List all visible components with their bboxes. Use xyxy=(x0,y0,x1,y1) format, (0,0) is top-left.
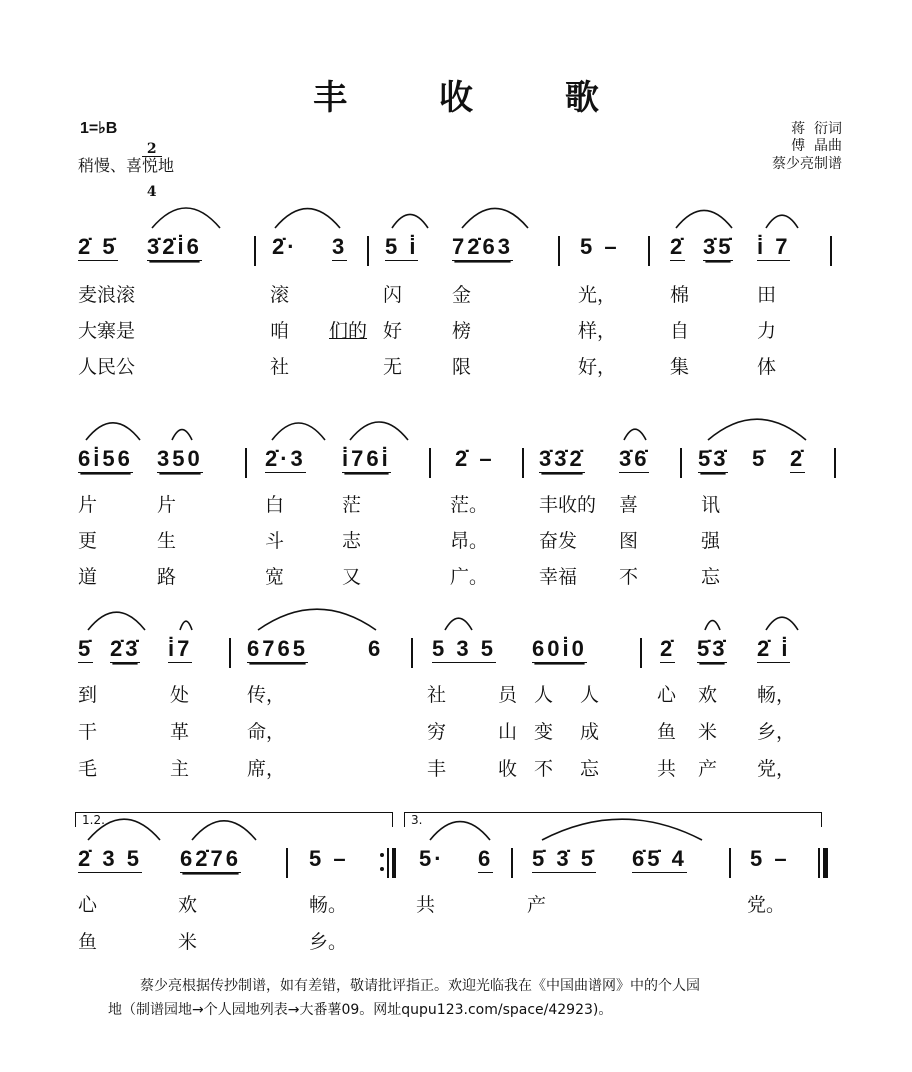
lyric-word: 主 xyxy=(170,758,190,780)
lyric-word: 茫 xyxy=(342,494,362,516)
lyric-word: 米 xyxy=(698,721,718,743)
lyric-word: 忘 xyxy=(580,758,600,780)
lyric-word: 成 xyxy=(580,721,600,743)
lyric-word: 收 xyxy=(498,758,518,780)
lyric-word: 样， xyxy=(578,320,617,342)
lyric-word: 产 xyxy=(527,894,547,916)
note-group: 3̇3̇2̇ xyxy=(539,446,585,471)
lyric-word: 共 xyxy=(657,758,677,780)
lyric-word: 心 xyxy=(78,894,98,916)
note-group: 5 i̇ xyxy=(385,234,419,259)
meter-bottom: 4 xyxy=(146,184,157,200)
note-group: 6i̇56 xyxy=(78,446,133,471)
note-group: 6765 xyxy=(247,636,308,661)
lyric-word: 咱 xyxy=(270,320,290,342)
note-group: 5̇3̇ xyxy=(698,446,729,471)
lyric-word: 力 xyxy=(757,320,777,342)
lyric-word: 讯 xyxy=(701,494,721,516)
note-group: 60i̇0 xyxy=(532,636,587,661)
lyric-word: 穷 xyxy=(427,721,447,743)
lyric-word: 畅。 xyxy=(309,894,348,916)
note-group: 6 xyxy=(478,846,494,871)
note-group: 3̇6̇ xyxy=(619,446,650,471)
lyric-word: 欢 xyxy=(698,684,718,706)
lyric-word: 席， xyxy=(247,758,286,780)
note-group: 5 – xyxy=(309,846,349,871)
note-group: 72̇63 xyxy=(452,234,513,259)
note-group: 5̇ xyxy=(752,446,768,471)
lyric-word: 昂。 xyxy=(450,530,489,552)
note-group: 3 xyxy=(332,234,348,259)
slur xyxy=(275,209,340,228)
lyric-word: 闪 xyxy=(383,284,403,306)
note-group: 2̇ xyxy=(790,446,806,471)
note-group: 5 3 5 xyxy=(432,636,496,661)
lyric-word: 毛 xyxy=(78,758,98,780)
note-group: 2̇ xyxy=(670,234,686,259)
note-group: 2̇3̇ xyxy=(110,636,141,661)
footer-note-line-1: 蔡少亮根据传抄制谱，如有差错，敬请批评指正。欢迎光临我在《中国曲谱网》中的个人园 xyxy=(140,978,700,994)
slur xyxy=(430,822,490,840)
slur xyxy=(88,819,160,840)
slur xyxy=(86,423,140,440)
volta-bracket-2: 3. xyxy=(404,812,822,827)
lyric-word: 山 xyxy=(498,721,518,743)
lyric-word: 田 xyxy=(757,284,777,306)
note-group: i̇ 7 xyxy=(757,234,791,259)
lyric-word: 白 xyxy=(265,494,285,516)
lyric-word: 欢 xyxy=(178,894,198,916)
lyric-word: 道 xyxy=(78,566,98,588)
key-signature: 1=♭B xyxy=(80,120,118,137)
repeat-dots xyxy=(380,853,384,871)
lyric-word: 人 xyxy=(580,684,600,706)
note-group: 2̇ 3 5 xyxy=(78,846,142,871)
slur xyxy=(708,419,806,440)
lyric-word: 丰 xyxy=(427,758,447,780)
lyric-word: 体 xyxy=(757,356,777,378)
lyric-word: 志 xyxy=(342,530,362,552)
note-group: 5̇ xyxy=(78,636,94,661)
lyric-word: 不 xyxy=(534,758,554,780)
lyric-word: 共 xyxy=(416,894,436,916)
slur xyxy=(152,208,220,228)
composer-credit: 傅 晶曲 xyxy=(791,138,842,154)
lyricist-credit: 蒋 衍词 xyxy=(791,121,842,137)
lyric-word: 社 xyxy=(270,356,290,378)
lyric-word: 畅， xyxy=(757,684,796,706)
note-group: 350 xyxy=(157,446,203,471)
note-group: 3̇5̇ xyxy=(703,234,734,259)
lyric-word: 茫。 xyxy=(450,494,489,516)
lyric-word: 人民公 xyxy=(78,356,136,378)
lyric-word: 无 xyxy=(383,356,403,378)
slur xyxy=(676,210,732,228)
lyric-word: 革 xyxy=(170,721,190,743)
note-group: i̇7 xyxy=(168,636,193,661)
note-group: 6̇5̇ 4 xyxy=(632,846,687,871)
lyric-word: 们的 xyxy=(329,320,368,342)
lyric-word: 更 xyxy=(78,530,98,552)
lyric-word: 金 xyxy=(452,284,472,306)
lyric-word: 好， xyxy=(578,356,617,378)
lyric-word: 到 xyxy=(78,684,98,706)
lyric-word: 榜 xyxy=(452,320,472,342)
slur xyxy=(258,609,376,630)
lyric-word: 党， xyxy=(757,758,796,780)
lyric-word: 乡， xyxy=(757,721,796,743)
note-group: 2̇ – xyxy=(455,446,495,471)
lyric-word: 人 xyxy=(534,684,554,706)
lyric-word: 图 xyxy=(619,530,639,552)
lyric-word: 片 xyxy=(78,494,98,516)
volta-bracket-1: 1.2. xyxy=(75,812,393,827)
lyric-word: 干 xyxy=(78,721,98,743)
note-group: 2̇ i̇ xyxy=(757,636,791,661)
lyric-word: 社 xyxy=(427,684,447,706)
lyric-word: 喜 xyxy=(619,494,639,516)
lyric-word: 不 xyxy=(619,566,639,588)
slur xyxy=(88,612,145,630)
note-group: i̇76i̇ xyxy=(342,446,391,471)
lyric-word: 处 xyxy=(170,684,190,706)
meter-top: 2 xyxy=(142,142,162,157)
lyric-word: 传， xyxy=(247,684,286,706)
slur xyxy=(192,821,256,840)
lyric-word: 鱼 xyxy=(657,721,677,743)
lyric-word: 路 xyxy=(157,566,177,588)
lyric-word: 产 xyxy=(698,758,718,780)
tempo-marking: 稍慢、喜悦地 xyxy=(78,156,175,175)
note-group: 6 xyxy=(368,636,384,661)
lyric-word: 集 xyxy=(670,356,690,378)
lyric-word: 好 xyxy=(383,320,403,342)
lyric-word: 命， xyxy=(247,721,286,743)
slur xyxy=(172,430,192,440)
lyric-word: 生 xyxy=(157,530,177,552)
note-group: 2̇ 5̇ xyxy=(78,234,118,259)
lyric-word: 限 xyxy=(452,356,472,378)
note-group: 5 – xyxy=(750,846,790,871)
song-title: 丰 收 歌 xyxy=(313,78,639,118)
lyric-word: 变 xyxy=(534,721,554,743)
note-group: 3̇2̇i̇6 xyxy=(147,234,202,259)
lyric-word: 强 xyxy=(701,530,721,552)
note-group: 5̇3̇ xyxy=(697,636,728,661)
lyric-word: 幸福 xyxy=(539,566,578,588)
lyric-word: 米 xyxy=(178,931,198,953)
lyric-word: 丰收的 xyxy=(539,494,597,516)
slur xyxy=(350,422,408,440)
note-group: 5 – xyxy=(580,234,620,259)
lyric-word: 乡。 xyxy=(309,931,348,953)
lyric-word: 鱼 xyxy=(78,931,98,953)
lyric-word: 自 xyxy=(670,320,690,342)
lyric-word: 大寨是 xyxy=(78,320,136,342)
note-group: 2̇ xyxy=(660,636,676,661)
note-group: 5· xyxy=(419,846,445,871)
note-group: 62̇76 xyxy=(180,846,241,871)
slur xyxy=(180,621,192,630)
slur xyxy=(462,208,528,228)
note-group: 2̇· xyxy=(272,234,298,259)
lyric-word: 党。 xyxy=(747,894,786,916)
lyric-word: 片 xyxy=(157,494,177,516)
note-group: 5̇ 3̇ 5̇ xyxy=(532,846,596,871)
lyric-word: 斗 xyxy=(265,530,285,552)
lyric-word: 光， xyxy=(578,284,617,306)
slur xyxy=(272,423,325,440)
lyric-word: 又 xyxy=(342,566,362,588)
lyric-word: 心 xyxy=(657,684,677,706)
slur xyxy=(766,215,798,228)
footer-note-line-2: 地（制谱园地→个人园地列表→大番薯09。网址qupu123.com/space/42923)。 xyxy=(108,1002,613,1018)
lyric-word: 忘 xyxy=(701,566,721,588)
lyric-word: 奋发 xyxy=(539,530,578,552)
lyric-word: 宽 xyxy=(265,566,285,588)
lyric-word: 员 xyxy=(498,684,518,706)
slur xyxy=(542,819,702,840)
lyric-word: 滚 xyxy=(270,284,290,306)
slur xyxy=(392,214,428,228)
lyric-word: 广。 xyxy=(450,566,489,588)
slur xyxy=(705,621,720,630)
slur xyxy=(445,618,472,630)
lyric-word: 棉 xyxy=(670,284,690,306)
slur xyxy=(766,617,798,630)
transcriber-credit: 蔡少亮制谱 xyxy=(772,156,842,172)
lyric-word: 麦浪滚 xyxy=(78,284,136,306)
note-group: 2̇·3 xyxy=(265,446,306,471)
slur xyxy=(624,429,646,440)
